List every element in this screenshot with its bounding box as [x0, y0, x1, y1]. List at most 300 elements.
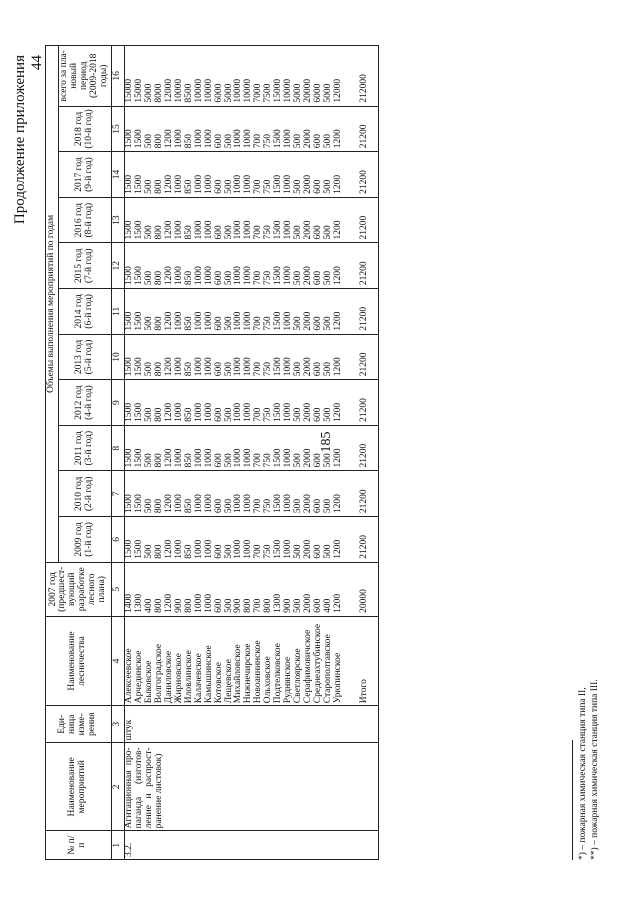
value-year: 1000: [205, 197, 215, 243]
value-2007: 800: [264, 562, 274, 616]
value-year: 1500: [274, 197, 284, 243]
value-2007: 900: [284, 562, 294, 616]
value-year: 1000: [195, 517, 205, 563]
value-year: 1500: [135, 471, 145, 517]
value-year: 1200: [165, 471, 175, 517]
value-year: 1500: [124, 334, 134, 380]
value-year: 2000: [304, 334, 314, 380]
value-year: 500: [225, 425, 235, 471]
header-forestry: Наименование лесничества: [46, 616, 112, 705]
value-year: 600: [314, 380, 324, 426]
empty-cell: [344, 197, 356, 243]
value-total: 6000: [215, 46, 225, 107]
forestry-name: Калачевское: [195, 616, 205, 705]
value-year: 1200: [334, 197, 344, 243]
total-year: 21200: [356, 243, 378, 289]
total-year: 21200: [356, 334, 378, 380]
value-year: 700: [254, 197, 264, 243]
value-year: 1000: [284, 197, 294, 243]
empty-cell: [344, 425, 356, 471]
header-number: № п/п: [46, 831, 112, 860]
header-year: 2018 год (10-й год): [58, 106, 111, 152]
forestry-name: Руднянское: [284, 616, 294, 705]
footnotes: [578, 560, 602, 860]
header-year: 2010 год (2-й год): [58, 471, 111, 517]
header-column-number: 10: [111, 334, 124, 380]
value-year: 1000: [175, 243, 185, 289]
total-year: 21200: [356, 425, 378, 471]
value-year: 1000: [234, 106, 244, 152]
value-year: 750: [264, 334, 274, 380]
value-year: 1500: [274, 152, 284, 198]
value-2007: 500: [225, 562, 235, 616]
value-year: 500: [294, 243, 304, 289]
forestry-name: Среднеахтубинское: [314, 616, 324, 705]
header-column-numbers: [111, 46, 124, 860]
value-year: 600: [314, 106, 324, 152]
value-year: 500: [145, 197, 155, 243]
value-year: 850: [185, 517, 195, 563]
value-year: 500: [225, 471, 235, 517]
forestry-name: Камышинское: [205, 616, 215, 705]
value-year: 1200: [334, 471, 344, 517]
value-year: 750: [264, 243, 274, 289]
value-year: 1000: [284, 517, 294, 563]
value-year: 1000: [195, 197, 205, 243]
value-2007: 1400: [124, 562, 134, 616]
value-year: 500: [145, 380, 155, 426]
value-year: 500: [145, 471, 155, 517]
header-year: 2014 год (6-й год): [58, 289, 111, 335]
header-column-number: 16: [111, 46, 124, 107]
value-year: 1000: [244, 289, 254, 335]
value-2007: 1300: [135, 562, 145, 616]
value-year: 1000: [284, 334, 294, 380]
value-year: 1000: [234, 334, 244, 380]
forestry-name: Ольховское: [264, 616, 274, 705]
header-column-number: 2: [111, 743, 124, 831]
value-year: 500: [225, 517, 235, 563]
forestry-name: Подтелковское: [274, 616, 284, 705]
forestry-name: Иловлинское: [185, 616, 195, 705]
value-year: 1000: [244, 380, 254, 426]
value-year: 500: [294, 517, 304, 563]
value-year: 600: [215, 517, 225, 563]
footnote-2: **) – пожарная химическая станция типа III.: [589, 679, 600, 860]
header-activity: Наименование мероприятий: [46, 743, 112, 831]
value-year: 1000: [244, 334, 254, 380]
value-total: 15000: [274, 46, 284, 107]
value-year: 2000: [304, 471, 314, 517]
value-year: 850: [185, 425, 195, 471]
value-total: 15000: [124, 46, 134, 107]
value-year: 1500: [274, 334, 284, 380]
value-year: 700: [254, 425, 264, 471]
value-year: 1000: [205, 152, 215, 198]
value-year: 1200: [165, 152, 175, 198]
forestry-name: Светлоярское: [294, 616, 304, 705]
value-2007: 600: [314, 562, 324, 616]
value-year: 750: [264, 471, 274, 517]
value-year: 1500: [135, 517, 145, 563]
value-total: 10000: [234, 46, 244, 107]
forestry-name: Арчединское: [135, 616, 145, 705]
value-total: 8000: [155, 46, 165, 107]
value-total: 5000: [145, 46, 155, 107]
header-column-number: 7: [111, 471, 124, 517]
value-year: 500: [324, 243, 334, 289]
value-year: 850: [185, 197, 195, 243]
value-total: 20000: [304, 46, 314, 107]
header-column-number: 13: [111, 197, 124, 243]
value-year: 600: [215, 243, 225, 289]
header-column-number: 5: [111, 562, 124, 616]
value-year: 700: [254, 517, 264, 563]
value-year: 1200: [334, 289, 344, 335]
total-2007: 20000: [356, 562, 378, 616]
value-year: 800: [155, 243, 165, 289]
value-year: 1200: [165, 380, 175, 426]
activities-table: [45, 45, 379, 860]
header-column-number: 3: [111, 706, 124, 743]
value-year: 1000: [244, 106, 254, 152]
value-year: 1000: [244, 243, 254, 289]
value-total: 5000: [294, 46, 304, 107]
value-2007: 1200: [165, 562, 175, 616]
activity-name: Агитационная про-паганда (изготов-ление и распрост-ранение листовок): [124, 743, 378, 831]
value-year: 1500: [124, 197, 134, 243]
value-year: 600: [314, 152, 324, 198]
value-year: 800: [155, 334, 165, 380]
empty-cell: [344, 562, 356, 616]
value-2007: 700: [254, 562, 264, 616]
header-volumes-group: Объемы выполнения мероприятий по годам: [46, 46, 59, 563]
value-year: 850: [185, 334, 195, 380]
value-year: 1200: [165, 243, 175, 289]
value-year: 750: [264, 152, 274, 198]
value-year: 1500: [274, 425, 284, 471]
value-year: 1000: [175, 197, 185, 243]
header-year: 2017 год (9-й год): [58, 152, 111, 198]
header-column-number: 11: [111, 289, 124, 335]
page-number: 185: [319, 431, 334, 453]
value-year: 850: [185, 106, 195, 152]
value-year: 1000: [175, 517, 185, 563]
forestry-name: Урюпинское: [334, 616, 344, 705]
value-year: 500: [294, 334, 304, 380]
total-year: 21200: [356, 152, 378, 198]
value-year: 1000: [205, 517, 215, 563]
value-year: 1500: [135, 380, 145, 426]
value-year: 1000: [234, 380, 244, 426]
header-column-number: 9: [111, 380, 124, 426]
forestry-name: Даниловское: [165, 616, 175, 705]
header-year: 2015 год (7-й год): [58, 243, 111, 289]
value-year: 600: [215, 152, 225, 198]
value-total: 15000: [135, 46, 145, 107]
value-year: 600: [215, 380, 225, 426]
value-year: 1500: [135, 289, 145, 335]
value-year: 500: [225, 243, 235, 289]
footnote-rule: [572, 740, 573, 860]
header-column-number: 4: [111, 616, 124, 705]
value-year: 1000: [175, 152, 185, 198]
total-year: 21200: [356, 197, 378, 243]
value-2007: 2000: [304, 562, 314, 616]
value-year: 600: [215, 471, 225, 517]
value-year: 1000: [195, 471, 205, 517]
header-year: 2009 год (1-й год): [58, 517, 111, 563]
value-year: 1200: [334, 152, 344, 198]
value-year: 1000: [234, 425, 244, 471]
value-year: 1000: [195, 380, 205, 426]
header-year: 2016 год (8-й год): [58, 197, 111, 243]
value-year: 2000: [304, 289, 314, 335]
value-2007: 1200: [334, 562, 344, 616]
value-year: 2000: [304, 197, 314, 243]
value-total: 7500: [264, 46, 274, 107]
value-year: 2000: [304, 243, 314, 289]
value-total: 6000: [314, 46, 324, 107]
value-total: 10000: [284, 46, 294, 107]
value-year: 500: [145, 517, 155, 563]
value-year: 500: [294, 106, 304, 152]
value-year: 1000: [175, 334, 185, 380]
value-year: 500: [225, 106, 235, 152]
value-year: 1000: [234, 471, 244, 517]
value-year: 1500: [124, 289, 134, 335]
value-year: 700: [254, 289, 264, 335]
value-2007: 900: [234, 562, 244, 616]
header-year: 2011 год (3-й год): [58, 425, 111, 471]
value-year: 1000: [205, 380, 215, 426]
value-year: 1000: [205, 289, 215, 335]
header-year: 2012 год (4-й год): [58, 380, 111, 426]
value-year: 1000: [244, 197, 254, 243]
value-year: 1500: [135, 197, 145, 243]
value-year: 2000: [304, 425, 314, 471]
value-year: 1200: [334, 425, 344, 471]
unit: штук: [124, 706, 378, 743]
empty-cell: [344, 616, 356, 705]
value-total: 12000: [165, 46, 175, 107]
value-total: 8500: [185, 46, 195, 107]
total-year: 21200: [356, 106, 378, 152]
value-year: 1200: [334, 243, 344, 289]
value-year: 600: [314, 289, 324, 335]
value-year: 1000: [195, 289, 205, 335]
value-total: 5000: [225, 46, 235, 107]
value-year: 500: [294, 152, 304, 198]
value-year: 600: [314, 471, 324, 517]
table-body: [124, 46, 378, 860]
value-year: 800: [155, 106, 165, 152]
value-year: 1000: [205, 243, 215, 289]
value-year: 600: [314, 517, 324, 563]
value-year: 1200: [334, 517, 344, 563]
value-year: 1500: [135, 106, 145, 152]
value-2007: 400: [324, 562, 334, 616]
value-year: 850: [185, 243, 195, 289]
value-year: 800: [155, 471, 165, 517]
value-year: 1500: [135, 152, 145, 198]
value-year: 750: [264, 517, 274, 563]
value-year: 1000: [234, 197, 244, 243]
value-total: 10000: [175, 46, 185, 107]
value-year: 1000: [195, 106, 205, 152]
value-year: 1000: [205, 106, 215, 152]
forestry-name: Волгоградское: [155, 616, 165, 705]
value-year: 500: [324, 517, 334, 563]
value-year: 1000: [284, 289, 294, 335]
value-year: 500: [294, 425, 304, 471]
value-year: 1200: [334, 334, 344, 380]
header-total: всего за пла-новый период (2009-2018 годы): [58, 46, 111, 107]
value-year: 750: [264, 380, 274, 426]
empty-cell: [344, 46, 356, 107]
value-year: 600: [215, 106, 225, 152]
value-year: 1000: [244, 425, 254, 471]
value-year: 850: [185, 380, 195, 426]
value-year: 1000: [195, 334, 205, 380]
value-year: 500: [225, 289, 235, 335]
header-column-number: 8: [111, 425, 124, 471]
value-year: 1200: [165, 425, 175, 471]
empty-cell: [344, 289, 356, 335]
value-year: 500: [225, 334, 235, 380]
value-total: 10000: [205, 46, 215, 107]
value-year: 1000: [234, 152, 244, 198]
value-year: 1500: [124, 152, 134, 198]
value-year: 1000: [234, 289, 244, 335]
value-year: 1000: [195, 152, 205, 198]
value-year: 500: [225, 380, 235, 426]
empty-cell: [344, 106, 356, 152]
value-year: 600: [215, 289, 225, 335]
value-year: 750: [264, 197, 274, 243]
value-year: 800: [155, 425, 165, 471]
value-year: 1000: [205, 334, 215, 380]
value-year: 1000: [244, 471, 254, 517]
value-year: 750: [264, 106, 274, 152]
empty-cell: [344, 517, 356, 563]
value-year: 1000: [284, 152, 294, 198]
value-year: 800: [155, 197, 165, 243]
value-year: 1500: [124, 243, 134, 289]
total-label: Итого: [356, 616, 378, 705]
value-year: 2000: [304, 517, 314, 563]
value-year: 500: [145, 289, 155, 335]
value-total: 10000: [195, 46, 205, 107]
forestry-name: Серафимовичское: [304, 616, 314, 705]
empty-cell: [344, 471, 356, 517]
empty-cell: [344, 243, 356, 289]
value-year: 1500: [124, 380, 134, 426]
value-year: 700: [254, 106, 264, 152]
value-year: 1500: [274, 106, 284, 152]
value-2007: 1000: [195, 562, 205, 616]
value-year: 1500: [274, 380, 284, 426]
value-year: 800: [155, 289, 165, 335]
value-year: 1200: [165, 289, 175, 335]
value-year: 1000: [175, 106, 185, 152]
value-year: 500: [145, 334, 155, 380]
value-year: 1200: [165, 106, 175, 152]
value-year: 700: [254, 380, 264, 426]
header-unit: Еди-ница изме-рения: [46, 706, 112, 743]
empty-cell: [344, 334, 356, 380]
value-year: 1500: [124, 471, 134, 517]
value-year: 500: [294, 197, 304, 243]
value-year: 500: [145, 243, 155, 289]
value-year: 1500: [135, 425, 145, 471]
forestry-name: Жирновское: [175, 616, 185, 705]
value-2007: 800: [185, 562, 195, 616]
value-year: 2000: [304, 380, 314, 426]
value-year: 600: [314, 425, 324, 471]
empty-cell: [344, 380, 356, 426]
value-2007: 1000: [205, 562, 215, 616]
value-year: 2000: [304, 152, 314, 198]
value-year: 750: [264, 425, 274, 471]
value-year: 1000: [244, 517, 254, 563]
value-year: 600: [314, 243, 324, 289]
header-column-number: 6: [111, 517, 124, 563]
forestry-name: Лещевское: [225, 616, 235, 705]
forestry-name: Алексеевское: [124, 616, 134, 705]
value-year: 600: [314, 197, 324, 243]
header-2007: 2007 год (предшест-вующий разработке лесного плана): [46, 562, 112, 616]
forestry-name: Котовское: [215, 616, 225, 705]
value-year: 1500: [124, 517, 134, 563]
value-2007: 900: [175, 562, 185, 616]
value-year: 500: [324, 289, 334, 335]
forestry-name: Нижнечирское: [244, 616, 254, 705]
value-year: 2000: [304, 106, 314, 152]
value-year: 1000: [175, 471, 185, 517]
value-year: 1200: [165, 334, 175, 380]
annex-title: Продолжение приложения 44: [12, 55, 45, 225]
value-year: 700: [254, 334, 264, 380]
value-year: 700: [254, 152, 264, 198]
value-year: 1000: [284, 106, 294, 152]
value-year: 500: [294, 289, 304, 335]
value-2007: 500: [294, 562, 304, 616]
value-total: 12000: [334, 46, 344, 107]
header-column-number: 15: [111, 106, 124, 152]
value-year: 1200: [165, 517, 175, 563]
value-year: 1000: [175, 289, 185, 335]
footnote-1: *) – пожарная химическая станция типа II,: [578, 687, 588, 860]
value-year: 1000: [284, 471, 294, 517]
value-year: 1500: [274, 517, 284, 563]
value-year: 850: [185, 471, 195, 517]
value-year: 1000: [244, 152, 254, 198]
value-year: 600: [215, 425, 225, 471]
value-year: 1000: [195, 243, 205, 289]
empty-cell: [344, 152, 356, 198]
value-year: 1000: [234, 243, 244, 289]
value-year: 600: [215, 197, 225, 243]
value-year: 800: [155, 380, 165, 426]
value-year: 1500: [135, 334, 145, 380]
forestry-name: Быковское: [145, 616, 155, 705]
value-year: 500: [324, 334, 334, 380]
value-year: 600: [215, 334, 225, 380]
value-year: 700: [254, 243, 264, 289]
value-year: 500: [145, 425, 155, 471]
total-year: 21200: [356, 517, 378, 563]
